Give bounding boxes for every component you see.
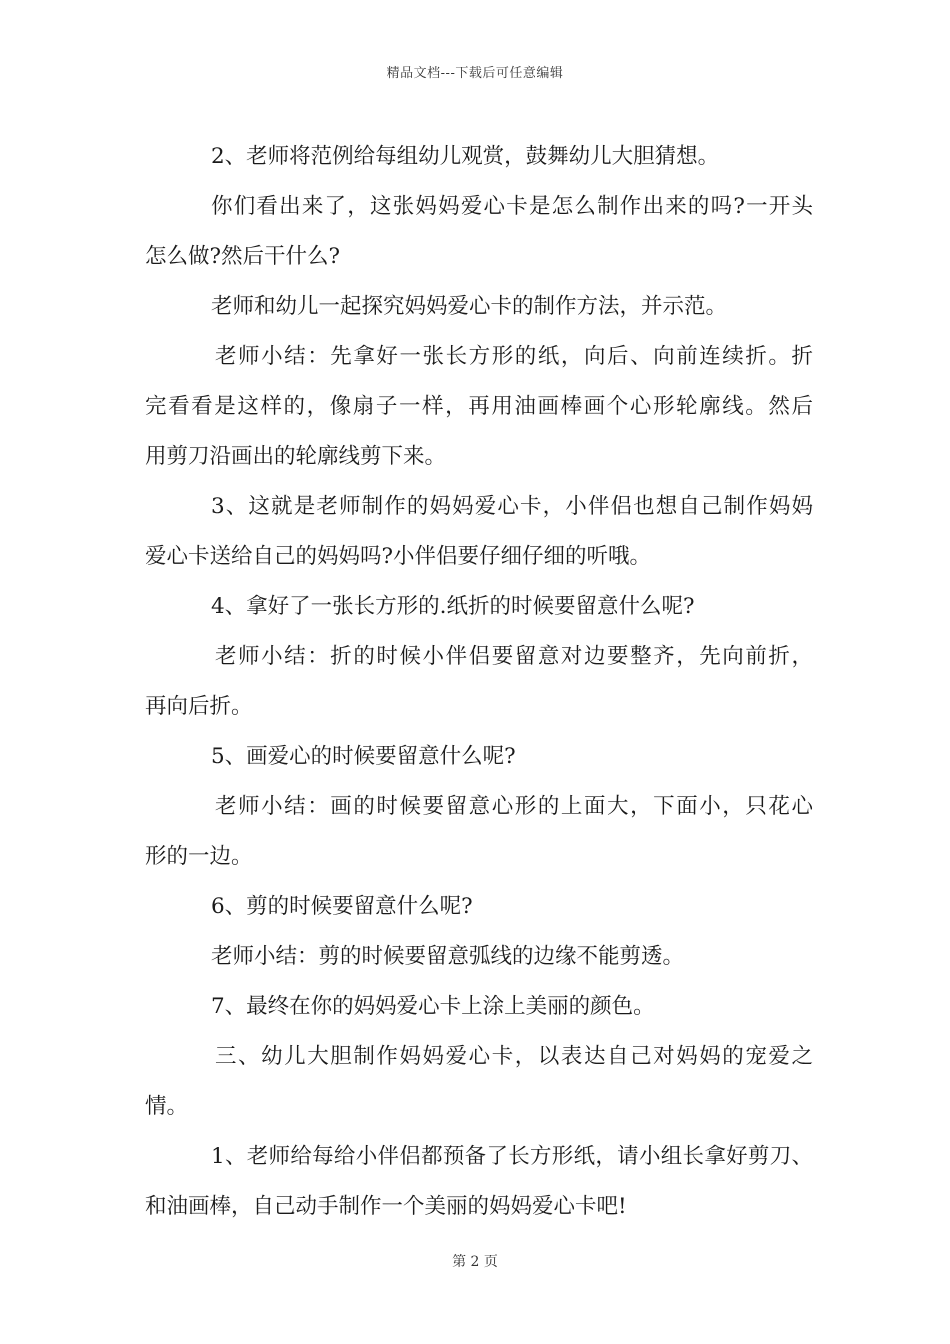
paragraph-line: 6、剪的时候要留意什么呢? [211, 894, 473, 919]
paragraph-line: 老师和幼儿一起探究妈妈爱心卡的制作方法，并示范。 [211, 294, 728, 319]
paragraph-line: 老师小结：画的时候要留意心形的上面大，下面小，只花心 [215, 794, 813, 819]
paragraph-section-3 [145, 1032, 813, 1132]
paragraph-summary-draw [145, 782, 813, 882]
paragraph-explore [145, 282, 813, 332]
paragraph-summary-fold-tip [145, 632, 813, 732]
paragraph-line: 怎么做?然后干什么? [145, 244, 341, 269]
paragraph-line: 老师小结：折的时候小伴侣要留意对边要整齐，先向前折， [215, 644, 813, 669]
paragraph-line: 5、画爱心的时候要留意什么呢? [211, 744, 516, 769]
paragraph-summary-fold [145, 332, 813, 482]
paragraph-line: 4、拿好了一张长方形的.纸折的时候要留意什么呢? [211, 594, 695, 619]
paragraph-step-2 [145, 132, 813, 182]
page-number: 第 2 页 [452, 1254, 498, 1270]
paragraph-section-3-step-1 [145, 1132, 813, 1232]
paragraph-line: 用剪刀沿画出的轮廓线剪下来。 [145, 444, 447, 469]
page-header: 精品文档---下载后可任意编辑 [386, 66, 564, 81]
paragraph-question [145, 182, 813, 282]
paragraph-line: 你们看出来了，这张妈妈爱心卡是怎么制作出来的吗?一开头 [211, 194, 813, 219]
paragraph-line: 和油画棒，自己动手制作一个美丽的妈妈爱心卡吧! [145, 1194, 627, 1219]
paragraph-summary-cut [145, 932, 813, 982]
paragraph-line: 老师小结：剪的时候要留意弧线的边缘不能剪透。 [211, 944, 685, 969]
paragraph-line: 情。 [145, 1094, 189, 1119]
paragraph-line: 爱心卡送给自己的妈妈吗?小伴侣要仔细仔细的听哦。 [145, 544, 652, 569]
paragraph-line: 三、幼儿大胆制作妈妈爱心卡，以表达自己对妈妈的宠爱之 [215, 1044, 813, 1069]
paragraph-step-7 [145, 982, 813, 1032]
paragraph-line: 老师小结：先拿好一张长方形的纸，向后、向前连续折。折 [215, 344, 813, 369]
paragraph-step-3 [145, 482, 813, 582]
paragraph-step-5 [145, 732, 813, 782]
paragraph-line: 3、这就是老师制作的妈妈爱心卡，小伴侣也想自己制作妈妈 [211, 494, 813, 519]
paragraph-line: 1、老师给每给小伴侣都预备了长方形纸，请小组长拿好剪刀、 [211, 1144, 813, 1169]
paragraph-line: 2、老师将范例给每组幼儿观赏，鼓舞幼儿大胆猜想。 [211, 144, 720, 169]
paragraph-line: 完看看是这样的，像扇子一样，再用油画棒画个心形轮廓线。然后 [145, 394, 813, 419]
paragraph-line: 形的一边。 [145, 844, 253, 869]
paragraph-step-4 [145, 582, 813, 632]
paragraph-line: 7、最终在你的妈妈爱心卡上涂上美丽的颜色。 [211, 994, 655, 1019]
paragraph-line: 再向后折。 [145, 694, 253, 719]
paragraph-step-6 [145, 882, 813, 932]
document-body [145, 132, 813, 1232]
